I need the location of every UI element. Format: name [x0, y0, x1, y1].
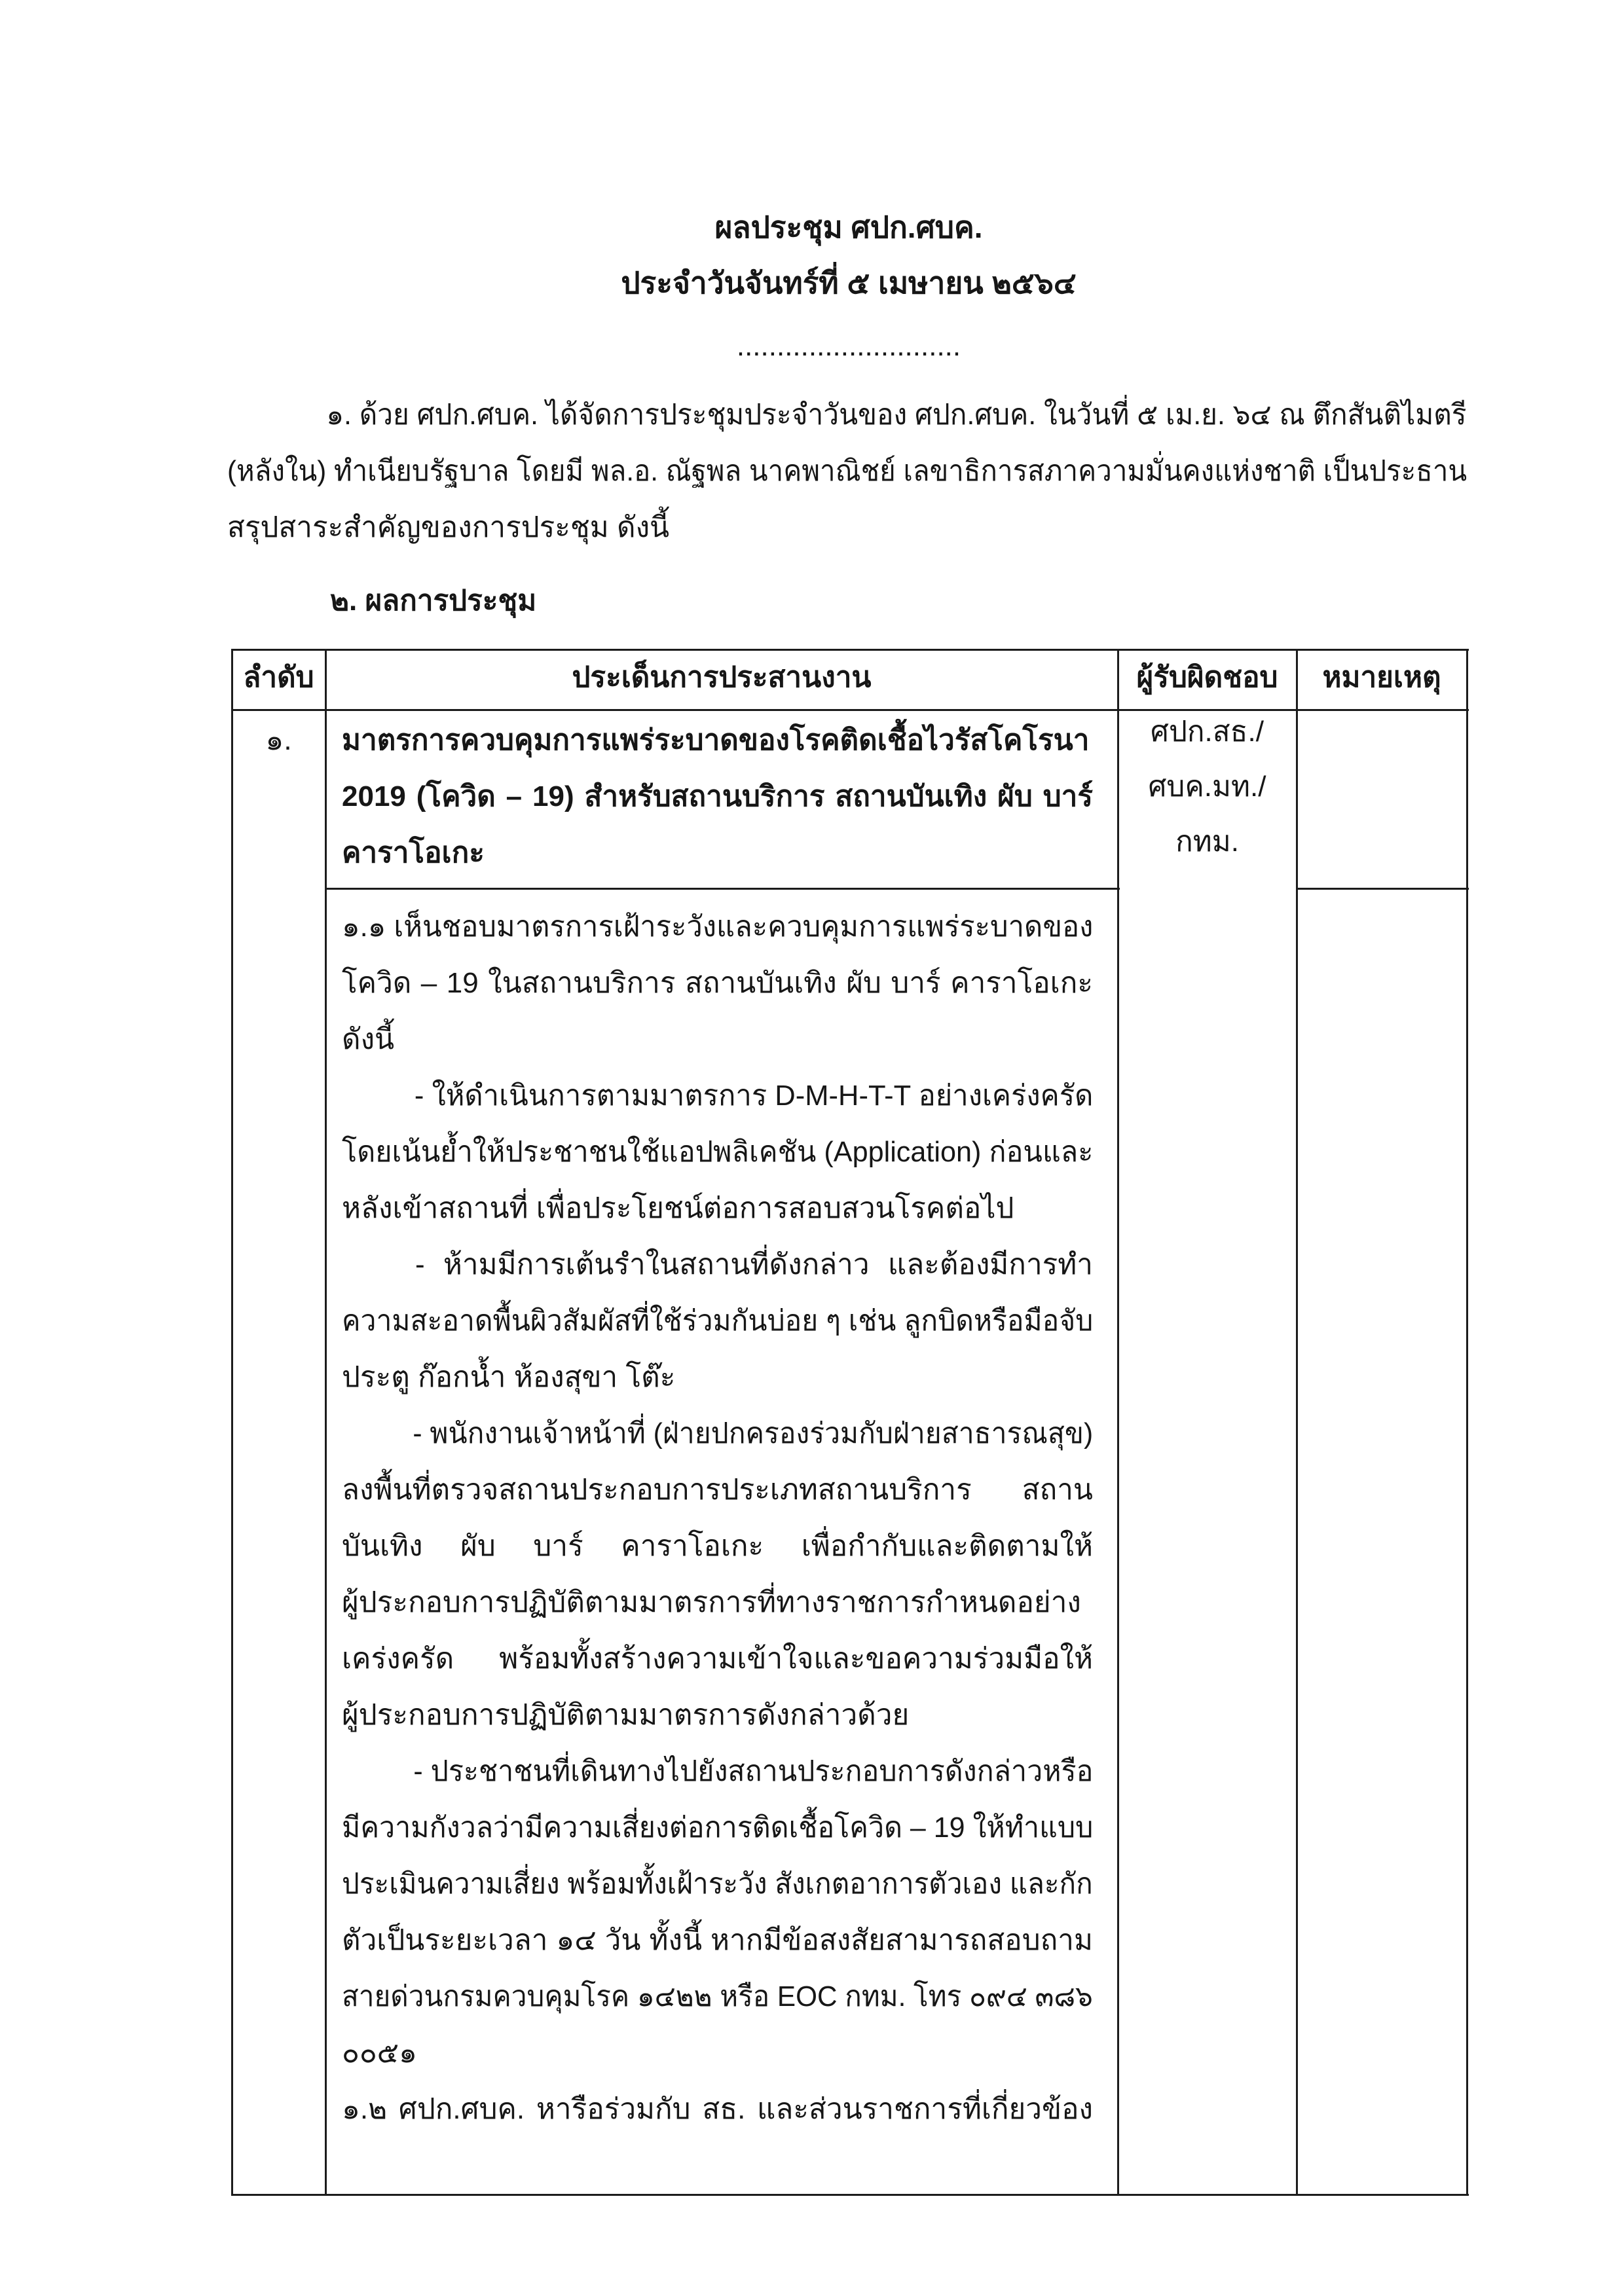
document-title: ผลประชุม ศปก.ศบค.: [714, 210, 983, 244]
remarks-cell-divider: [1297, 888, 1469, 890]
detail-line: ผู้ประกอบการปฏิบัติตามมาตรการที่ทางราชการกำหนดอย่าง: [342, 1586, 1081, 1618]
detail-line: โควิด – 19 ในสถานบริการ สถานบันเทิง ผับ บาร์ คาราโอเกะ: [342, 967, 1093, 999]
topic-cell-divider: [325, 888, 1120, 890]
table-border-left: [231, 649, 233, 2196]
row-topic-title: [342, 712, 1093, 881]
responsible-line: กทม.: [1175, 826, 1239, 858]
detail-bullet-line: - ให้ดำเนินการตามมาตรการ D-M-H-T-T อย่างเคร่งครัด: [414, 1080, 1094, 1112]
detail-line: ผู้ประกอบการปฏิบัติตามมาตรการดังกล่าวด้วย: [342, 1699, 910, 1731]
detail-line: ตัวเป็นระยะเวลา ๑๔ วัน ทั้งนี้ หากมีข้อสงสัยสามารถสอบถาม: [342, 1924, 1093, 1956]
detail-line: ๐๐๕๑: [342, 2037, 417, 2069]
document-date: ประจำวันจันทร์ที่ ๕ เมษายน ๒๕๖๔: [621, 266, 1077, 300]
responsible-line: ศบค.มท./: [1148, 771, 1266, 803]
responsible-line: ศปก.สธ./: [1151, 716, 1264, 748]
column-header-topic: ประเด็นการประสานงาน: [572, 661, 872, 693]
detail-line: ดังนี้: [342, 1023, 395, 1055]
row-topic-details: [342, 899, 1093, 2138]
detail-line: โดยเน้นย้ำให้ประชาชนใช้แอปพลิเคชัน (Application) ก่อนและ: [342, 1136, 1094, 1168]
table-border-right: [1466, 649, 1468, 2196]
detail-line: ประตู ก๊อกน้ำ ห้องสุขา โต๊ะ: [342, 1361, 676, 1393]
detail-line: สายด่วนกรมควบคุมโรค ๑๔๒๒ หรือ EOC กทม. โทร ๐๙๔ ๓๘๖: [342, 1980, 1093, 2013]
intro-line: (หลังใน) ทำเนียบรัฐบาล โดยมี พล.อ. ณัฐพล นาคพาณิชย์ เลขาธิการสภาความมั่นคงแห่งชาติ เป็นประธาน: [227, 455, 1467, 487]
row-order-number: ๑.: [265, 724, 292, 756]
title-separator: ............................: [736, 330, 961, 362]
topic-title-line: 2019 (โควิด – 19) สำหรับสถานบริการ สถานบันเทิง ผับ บาร์: [342, 780, 1093, 812]
column-header-remarks: หมายเหตุ: [1322, 661, 1441, 693]
detail-line: หลังเข้าสถานที่ เพื่อประโยชน์ต่อการสอบสวนโรคต่อไป: [342, 1192, 1014, 1224]
intro-line: สรุปสาระสำคัญของการประชุม ดังนี้: [227, 511, 670, 543]
column-header-order: ลำดับ: [243, 661, 314, 693]
column-divider-order: [325, 649, 327, 2196]
topic-title-line: มาตรการควบคุมการแพร่ระบาดของโรคติดเชื้อไวรัสโคโรนา: [342, 724, 1090, 756]
detail-bullet-line: - พนักงานเจ้าหน้าที่ (ฝ่ายปกครองร่วมกับฝ่ายสาธารณสุข): [413, 1417, 1094, 1449]
detail-line: ความสะอาดพื้นผิวสัมผัสที่ใช้ร่วมกันบ่อย ๆ เช่น ลูกบิดหรือมือจับ: [342, 1305, 1094, 1337]
column-divider-responsible: [1296, 649, 1298, 2196]
row-responsible: [1118, 704, 1297, 869]
section-heading: ๒. ผลการประชุม: [330, 585, 537, 617]
detail-bullet-line: - ห้ามมีการเต้นรำในสถานที่ดังกล่าว และต้องมีการทำ: [415, 1248, 1093, 1281]
detail-bullet-line: - ประชาชนที่เดินทางไปยังสถานประกอบการดังกล่าวหรือ: [413, 1755, 1094, 1787]
detail-line: ลงพื้นที่ตรวจสถานประกอบการประเภทสถานบริการ สถาน: [342, 1474, 1093, 1506]
detail-line: ๑.๑ เห็นชอบมาตรการเฝ้าระวังและควบคุมการแพร่ระบาดของ: [342, 911, 1094, 943]
intro-paragraph: [227, 387, 1467, 556]
detail-line: บันเทิง ผับ บาร์ คาราโอเกะ เพื่อกำกับและติดตามให้: [342, 1530, 1093, 1562]
detail-line: มีความกังวลว่ามีความเสี่ยงต่อการติดเชื้อโควิด – 19 ให้ทำแบบ: [342, 1812, 1094, 1844]
table-border-top: [232, 649, 1469, 651]
column-header-responsible: ผู้รับผิดชอบ: [1136, 661, 1278, 693]
detail-line: เคร่งครัด พร้อมทั้งสร้างความเข้าใจและขอความร่วมมือให้: [342, 1643, 1093, 1675]
detail-line: ประเมินความเสี่ยง พร้อมทั้งเฝ้าระวัง สังเกตอาการตัวเอง และกัก: [342, 1868, 1093, 1900]
topic-title-line: คาราโอเกะ: [342, 837, 485, 869]
detail-line: ๑.๒ ศปก.ศบค. หารือร่วมกับ สธ. และส่วนราชการที่เกี่ยวข้อง: [342, 2093, 1093, 2125]
column-divider-topic: [1117, 649, 1119, 2196]
intro-line: ๑. ด้วย ศปก.ศบค. ได้จัดการประชุมประจำวันของ ศปก.ศบค. ในวันที่ ๕ เม.ย. ๖๔ ณ ตึกสันติไมตรี: [326, 399, 1467, 431]
table-border-bottom: [232, 2194, 1469, 2196]
